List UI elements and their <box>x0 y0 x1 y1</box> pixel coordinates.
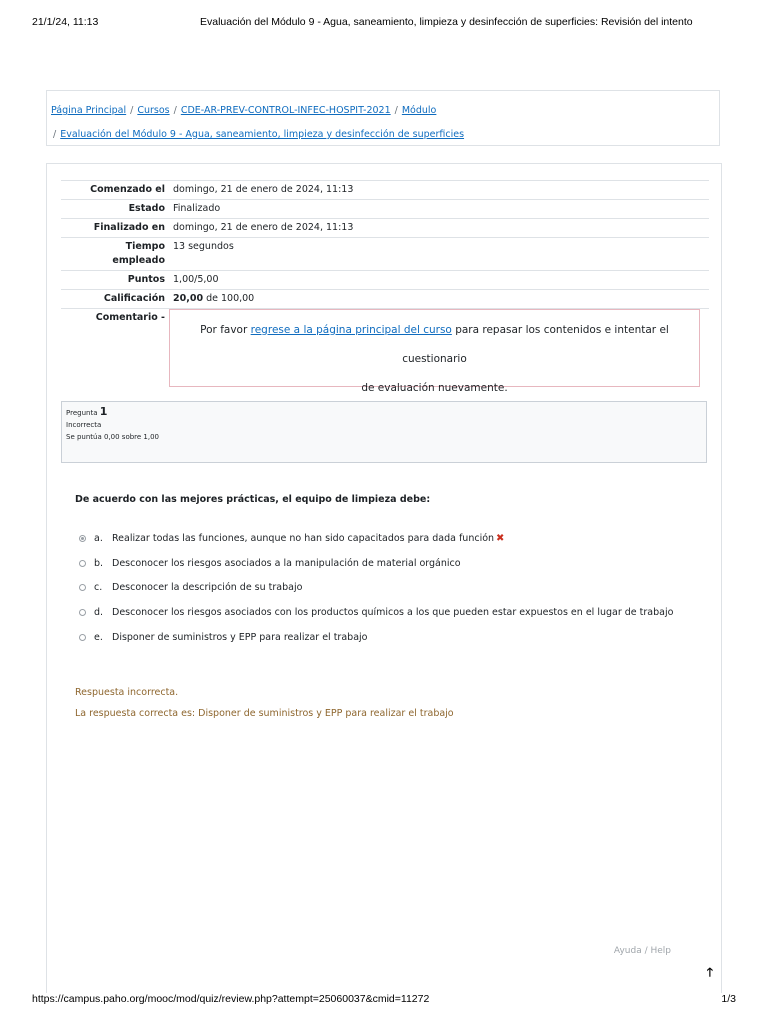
answer-text: Desconocer la descripción de su trabajo <box>112 582 303 594</box>
radio-button[interactable] <box>79 560 86 567</box>
summary-row-points <box>61 271 709 290</box>
course-home-link[interactable]: regrese a la página principal del curso <box>250 324 452 336</box>
summary-value <box>169 290 709 309</box>
back-to-top-icon[interactable]: 🡑 <box>706 965 713 979</box>
answer-text: Realizar todas las funciones, aunque no han sido capacitados para dada función <box>112 532 495 544</box>
answer-letter: e. <box>94 631 103 643</box>
summary-value: domingo, 21 de enero de 2024, 11:13 <box>169 181 709 200</box>
answer-text: Desconocer los riesgos asociados con los productos químicos a los que pueden estar expuestos en el lugar de trabajo <box>112 606 674 618</box>
radio-button[interactable] <box>79 609 86 616</box>
summary-row-time <box>61 238 709 271</box>
summary-label: Finalizado en <box>61 219 169 238</box>
quiz-review-region <box>46 163 722 993</box>
print-date: 21/1/24, 11:13 <box>32 16 99 28</box>
breadcrumb-module-link[interactable]: Módulo <box>401 105 437 116</box>
radio-button[interactable] <box>79 584 86 591</box>
summary-label: Calificación <box>61 290 169 309</box>
attempt-summary-table <box>61 180 709 394</box>
breadcrumb-separator: / <box>394 105 398 116</box>
print-page-number: 1/3 <box>721 993 736 1005</box>
summary-value: 1,00/5,00 <box>169 271 709 290</box>
answer-options <box>79 526 673 649</box>
summary-value: domingo, 21 de enero de 2024, 11:13 <box>169 219 709 238</box>
question-text: De acuerdo con las mejores prácticas, el equipo de limpieza debe: <box>75 494 431 505</box>
time-label-line1: Tiempo <box>125 241 165 252</box>
answer-letter: c. <box>94 582 103 594</box>
answer-text: Disponer de suministros y EPP para realizar el trabajo <box>112 631 368 643</box>
summary-value: Finalizado <box>169 200 709 219</box>
summary-row-comment <box>61 309 709 392</box>
feedback-text: Por favor <box>200 324 251 336</box>
incorrect-icon: ✖ <box>496 532 505 544</box>
print-title: Evaluación del Módulo 9 - Agua, saneamiento, limpieza y desinfección de superficies: Revisión del intento <box>200 16 693 28</box>
print-url: https://campus.paho.org/mooc/mod/quiz/review.php?attempt=25060037&cmid=11272 <box>32 993 430 1005</box>
breadcrumb-quiz-link[interactable]: Evaluación del Módulo 9 - Agua, saneamiento, limpieza y desinfección de superficies <box>60 129 465 140</box>
summary-label: Puntos <box>61 271 169 290</box>
correct-answer-text: La respuesta correcta es: Disponer de suministros y EPP para realizar el trabajo <box>75 708 454 719</box>
summary-label: Comentario - <box>61 309 169 392</box>
feedback-incorrect: Respuesta incorrecta. <box>75 687 179 698</box>
question-number: 1 <box>99 405 108 418</box>
summary-label: Comenzado el <box>61 181 169 200</box>
answer-option-a[interactable] <box>79 526 673 551</box>
question-outcome <box>75 682 454 724</box>
answer-option-d[interactable] <box>79 600 673 625</box>
summary-row-finished <box>61 219 709 238</box>
question-status: Incorrecta <box>66 421 102 429</box>
answer-letter: b. <box>94 557 104 569</box>
radio-button-selected[interactable] <box>79 535 86 542</box>
feedback-text: para repasar los contenidos e intentar el cuestionario <box>402 324 669 365</box>
help-link[interactable]: Ayuda / Help <box>613 946 671 956</box>
summary-value: 13 segundos <box>169 238 709 271</box>
summary-label: Estado <box>61 200 169 219</box>
summary-row-grade <box>61 290 709 309</box>
question-score: Se puntúa 0,00 sobre 1,00 <box>66 433 160 441</box>
answer-option-e[interactable] <box>79 625 673 650</box>
question-label: Pregunta <box>66 409 100 417</box>
breadcrumb-course-link[interactable]: CDE-AR-PREV-CONTROL-INFEC-HOSPIT-2021 <box>180 105 391 116</box>
answer-text: Desconocer los riesgos asociados a la manipulación de material orgánico <box>112 557 461 569</box>
summary-row-state <box>61 200 709 219</box>
breadcrumb-home-link[interactable]: Página Principal <box>51 105 127 116</box>
feedback-text: de evaluación nuevamente. <box>361 382 508 394</box>
answer-option-b[interactable] <box>79 551 673 576</box>
answer-option-c[interactable] <box>79 575 673 600</box>
summary-value <box>169 309 709 392</box>
breadcrumb-separator: / <box>130 105 134 116</box>
answer-letter: d. <box>94 606 104 618</box>
question-info-box <box>61 401 707 463</box>
summary-row-started <box>61 181 709 200</box>
breadcrumb-courses-link[interactable]: Cursos <box>137 105 170 116</box>
radio-button[interactable] <box>79 634 86 641</box>
answer-letter: a. <box>94 532 103 544</box>
grade-suffix: de 100,00 <box>203 293 255 304</box>
summary-label <box>61 238 169 271</box>
breadcrumb <box>46 90 720 146</box>
overall-feedback-box <box>169 309 700 394</box>
breadcrumb-separator: / <box>53 129 57 140</box>
grade-value: 20,00 <box>173 293 204 304</box>
breadcrumb-separator: / <box>173 105 177 116</box>
time-label-line2: empleado <box>112 255 165 266</box>
